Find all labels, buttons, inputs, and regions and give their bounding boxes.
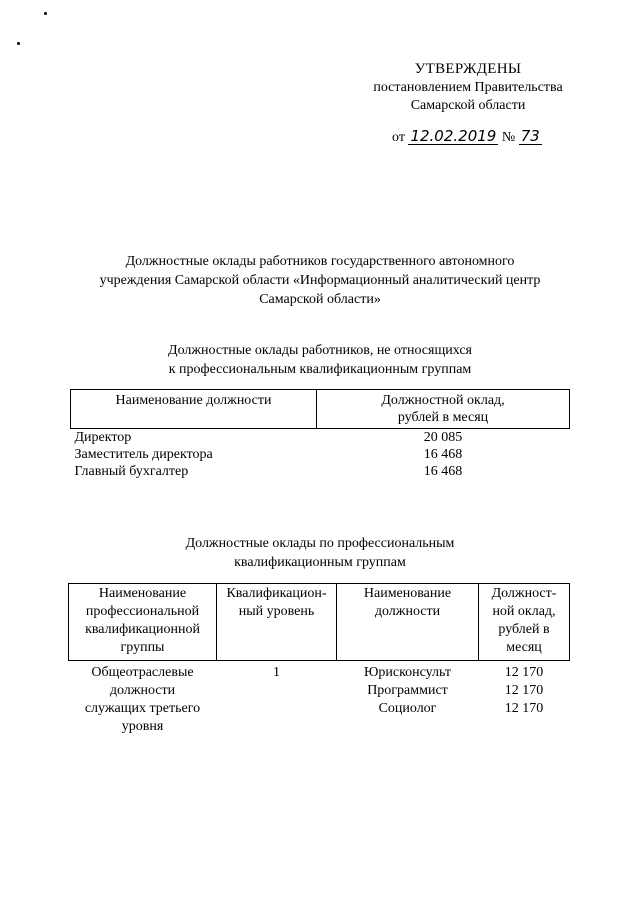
header-salary-line: Должност-	[491, 586, 557, 601]
scan-mark	[17, 42, 20, 45]
salary-item: 12 170	[504, 665, 544, 680]
table-non-group-salaries	[70, 389, 570, 480]
table-header-row	[71, 390, 570, 429]
approval-date-line	[392, 128, 542, 146]
table-row	[69, 661, 570, 737]
header-group	[69, 584, 217, 661]
header-salary	[317, 390, 570, 429]
salary-item: 12 170	[504, 701, 544, 716]
header-salary-line-1: Должностной оклад,	[381, 393, 505, 408]
cell-position: Заместитель директора	[74, 447, 213, 462]
header-group-line: Наименование	[98, 586, 187, 601]
position-item: Программист	[367, 683, 448, 698]
position-item: Социолог	[378, 701, 437, 716]
cell-level: 1	[273, 665, 280, 680]
cell-position: Директор	[74, 430, 132, 445]
header-position-line: должности	[374, 604, 441, 619]
header-group-line: профессиональной	[85, 604, 200, 619]
cell-group	[69, 661, 217, 737]
table-row	[71, 429, 570, 447]
approval-title: УТВЕРЖДЕНЫ	[414, 61, 522, 77]
header-group-line: группы	[120, 640, 165, 655]
table-row	[71, 463, 570, 480]
cell-salary: 16 468	[423, 447, 463, 462]
number-value: 73	[520, 127, 540, 145]
section2-title-line-1: Должностные оклады по профессиональным	[185, 536, 455, 551]
main-title	[0, 252, 640, 309]
header-salary-line: рублей в	[498, 622, 550, 637]
cell-salary: 16 468	[423, 464, 463, 479]
approval-line-1: постановлением Правительства	[373, 80, 563, 95]
header-position	[337, 584, 479, 661]
cell-salary: 20 085	[423, 430, 463, 445]
header-salary	[479, 584, 570, 661]
main-title-line-1: Должностные оклады работников государственного автономного	[125, 254, 515, 269]
section1-title	[0, 341, 640, 379]
section2-title	[0, 534, 640, 572]
date-value: 12.02.2019	[410, 127, 497, 145]
header-position	[71, 390, 317, 429]
header-salary-line: ной оклад,	[492, 604, 556, 619]
group-line: должности	[109, 683, 176, 698]
position-item: Юрисконсульт	[363, 665, 452, 680]
number-prefix: №	[501, 130, 516, 145]
cell-position: Главный бухгалтер	[74, 464, 189, 479]
cell-positions	[337, 661, 479, 737]
header-salary-line-2: рублей в месяц	[397, 410, 489, 425]
group-line: Общеотраслевые	[91, 665, 194, 680]
header-level-line: ный уровень	[238, 604, 315, 619]
table-group-salaries	[68, 583, 570, 736]
table-row	[71, 446, 570, 463]
group-line: служащих третьего	[84, 701, 201, 716]
header-salary-line: месяц	[506, 640, 542, 655]
group-line: уровня	[121, 719, 164, 734]
main-title-line-2: учреждения Самарской области «Информационный аналитический центр	[99, 273, 541, 288]
header-position-line: Наименование	[363, 586, 452, 601]
salary-item: 12 170	[504, 683, 544, 698]
header-level-line: Квалификацион-	[226, 586, 327, 601]
table-header-row	[69, 584, 570, 661]
header-group-line: квалификационной	[85, 622, 200, 637]
section1-title-line-2: к профессиональным квалификационным группам	[168, 362, 472, 377]
header-position-label: Наименование должности	[115, 393, 272, 408]
header-level	[217, 584, 337, 661]
section1-title-line-1: Должностные оклады работников, не относящихся	[168, 343, 472, 358]
section2-title-line-2: квалификационным группам	[234, 555, 406, 570]
date-prefix: от	[392, 130, 405, 145]
main-title-line-3: Самарской области»	[259, 292, 381, 307]
scan-mark	[44, 12, 47, 15]
approval-block	[358, 60, 578, 115]
approval-line-2: Самарской области	[410, 98, 526, 113]
cell-salaries	[479, 661, 570, 737]
